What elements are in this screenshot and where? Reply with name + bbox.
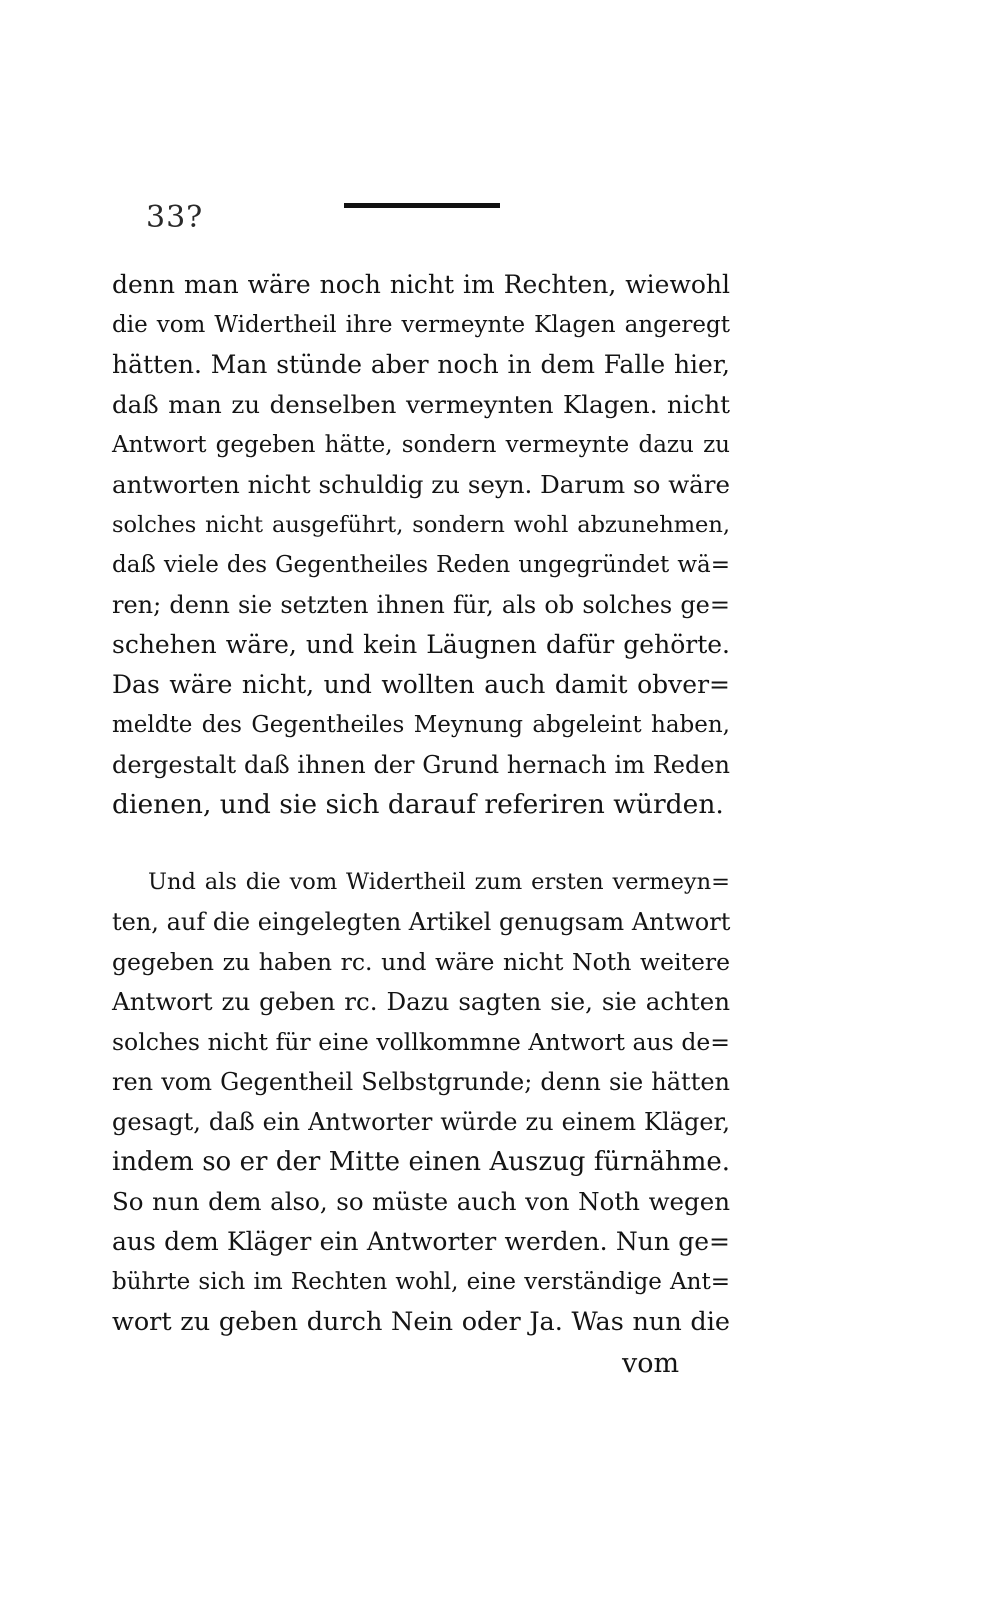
text-line: bührte sich im Rechten wohl, eine verständige Ant=	[112, 1269, 730, 1295]
text-line: aus dem Kläger ein Antworter werden. Nun ge=	[112, 1227, 730, 1256]
text-line: antworten nicht schuldig zu seyn. Darum so wäre	[112, 470, 730, 499]
text-line: daß man zu denselben vermeynten Klagen. nicht	[112, 390, 730, 419]
text-line: ren vom Gegentheil Selbstgrunde; denn sie hätten	[112, 1068, 730, 1096]
text-line: So nun dem also, so müste auch von Noth wegen	[112, 1187, 730, 1216]
text-line: ren; denn sie setzten ihnen für, als ob solches ge=	[112, 591, 730, 619]
text-line: Und als die vom Widertheil zum ersten vermeyn=	[148, 869, 730, 895]
text-line: Das wäre nicht, und wollten auch damit obver=	[112, 670, 730, 699]
text-line: solches nicht für eine vollkommne Antwort aus de=	[112, 1028, 730, 1056]
text-line: gegeben zu haben rc. und wäre nicht Noth weitere	[112, 948, 730, 976]
text-line: denn man wäre noch nicht im Rechten, wiewohl	[112, 270, 730, 299]
text-line: hätten. Man stünde aber noch in dem Falle hier,	[112, 350, 730, 379]
text-line: indem so er der Mitte einen Auszug fürnähme.	[112, 1147, 730, 1177]
catchword: vom	[622, 1348, 680, 1379]
text-line: dergestalt daß ihnen der Grund hernach im Reden	[112, 751, 730, 779]
paragraph-2	[112, 862, 730, 1342]
text-line: Antwort zu geben rc. Dazu sagten sie, sie achten	[112, 987, 730, 1016]
text-line: dienen, und sie sich darauf referiren würden.	[112, 789, 724, 820]
text-line: ten, auf die eingelegten Artikel genugsam Antwort	[112, 908, 731, 936]
text-line: schehen wäre, und kein Läugnen dafür gehörte.	[112, 630, 730, 659]
text-line: meldte des Gegentheiles Meynung abgeleint haben,	[112, 712, 730, 738]
text-line: solches nicht ausgeführt, sondern wohl abzunehmen,	[112, 512, 730, 538]
text-line: wort zu geben durch Nein oder Ja. Was nun die	[112, 1307, 730, 1337]
text-line: Antwort gegeben hätte, sondern vermeynte dazu zu	[112, 432, 730, 458]
text-line: gesagt, daß ein Antworter würde zu einem Kläger,	[112, 1108, 730, 1136]
header-rule	[344, 203, 500, 208]
page-number: 33?	[146, 200, 204, 235]
text-line: daß viele des Gegentheiles Reden ungegründet wä=	[112, 552, 730, 578]
text-line: die vom Widertheil ihre vermeynte Klagen angeregt	[112, 312, 730, 338]
paragraph-1	[112, 265, 730, 825]
